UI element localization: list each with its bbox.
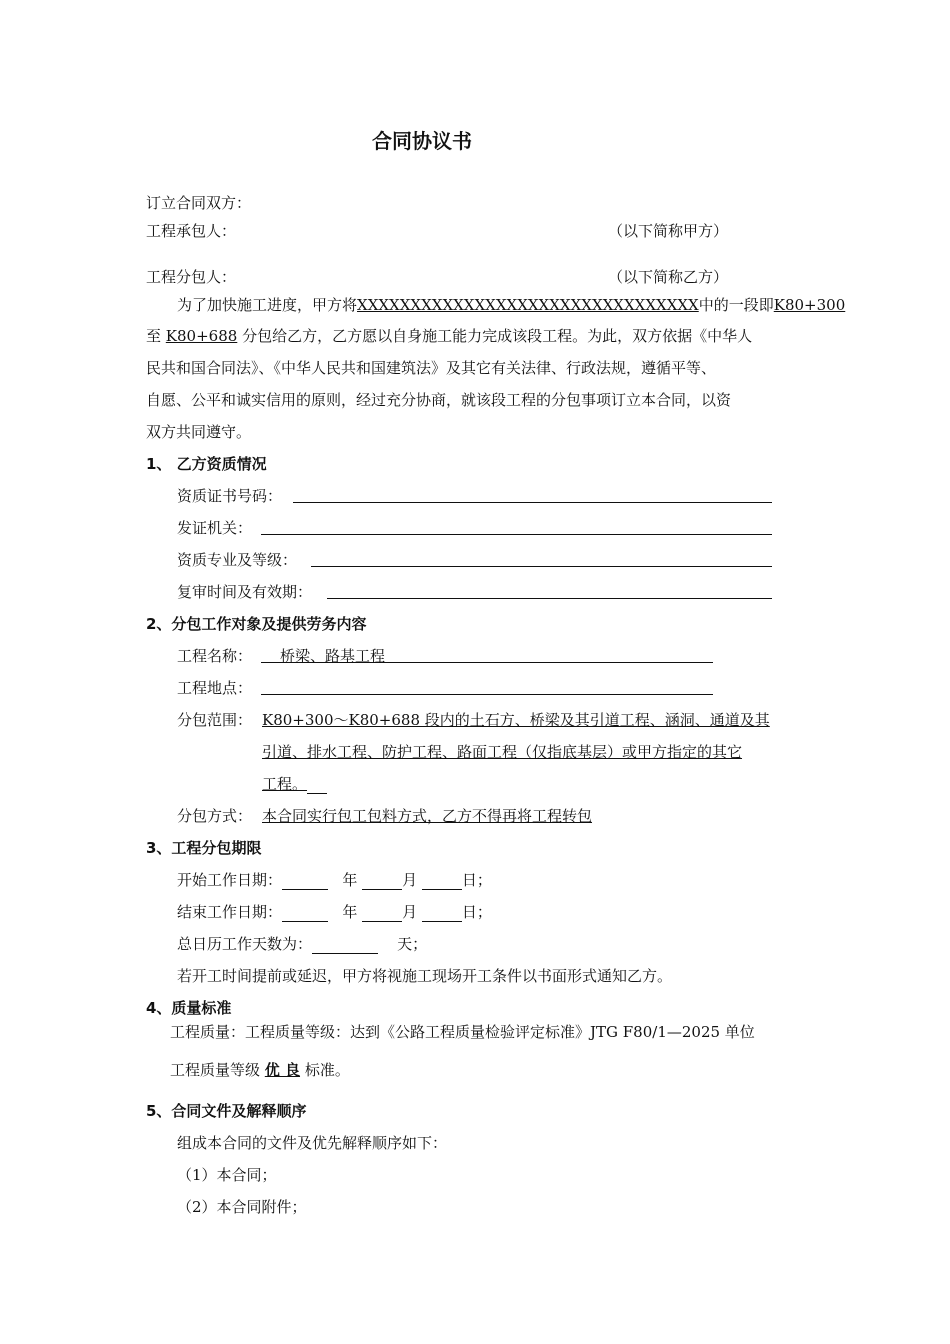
intro-text: 至 xyxy=(146,327,162,345)
section-5-heading: 5、合同文件及解释顺序 xyxy=(146,1102,307,1120)
project-name: XXXXXXXXXXXXXXXXXXXXXXXXXXXXXXXX xyxy=(357,296,699,314)
location-field[interactable] xyxy=(261,694,713,695)
scope-line-3-wrap xyxy=(262,774,327,794)
end-date-row xyxy=(177,902,492,922)
intro-text: 中的一段即 xyxy=(698,296,774,314)
quality-text: 标准。 xyxy=(304,1061,350,1079)
scope-label: 分包范围： xyxy=(177,711,253,729)
start-year-field[interactable] xyxy=(282,873,328,890)
docs-item-1: （1）本合同； xyxy=(177,1166,277,1184)
project-name-value: 桥梁、路基工程 xyxy=(280,647,386,665)
start-date-label: 开始工作日期： xyxy=(177,871,283,889)
cert-no-field[interactable] xyxy=(293,502,772,503)
docs-item-2: （2）本合同附件； xyxy=(177,1198,307,1216)
end-chainage: K80+688 xyxy=(165,327,238,345)
day-label: 日； xyxy=(461,871,492,889)
specialty-label: 资质专业及等级： xyxy=(177,551,298,569)
start-chainage: K80+300 xyxy=(773,296,846,314)
quality-grade: 优 良 xyxy=(264,1061,301,1079)
contractor-label: 工程承包人： xyxy=(146,222,237,240)
specialty-field[interactable] xyxy=(311,566,772,567)
scope-line-3: 工程。 xyxy=(262,775,308,793)
intro-text: 分包给乙方，乙方愿以自身施工能力完成该段工程。为此，双方依据《中华人 xyxy=(242,327,753,345)
month-label: 月 xyxy=(402,871,418,889)
review-field[interactable] xyxy=(327,598,772,599)
page-title: 合同协议书 xyxy=(372,129,472,153)
section-1-heading: 1、 乙方资质情况 xyxy=(146,455,267,473)
total-days-row xyxy=(177,934,427,954)
intro-line-4: 自愿、公平和诚实信用的原则，经过充分协商，就该段工程的分包事项订立本合同，以资 xyxy=(146,391,732,409)
end-day-field[interactable] xyxy=(422,905,462,922)
subcontractor-note: （以下简称乙方） xyxy=(608,268,729,286)
total-days-label: 总日历工作天数为： xyxy=(177,935,313,953)
contractor-note: （以下简称甲方） xyxy=(608,222,729,240)
intro-line-3: 民共和国合同法》、《中华人民共和国建筑法》及其它有关法律、行政法规，遵循平等、 xyxy=(146,359,717,377)
schedule-note: 若开工时间提前或延迟，甲方将视施工现场开工条件以书面形式通知乙方。 xyxy=(177,967,673,985)
month-label: 月 xyxy=(402,903,418,921)
issuer-field[interactable] xyxy=(261,534,772,535)
quality-line-2 xyxy=(170,1060,350,1080)
section-4-heading: 4、质量标准 xyxy=(146,999,232,1017)
day-label: 日； xyxy=(461,903,492,921)
docs-intro: 组成本合同的文件及优先解释顺序如下： xyxy=(177,1134,448,1152)
end-date-label: 结束工作日期： xyxy=(177,903,283,921)
scope-line-1: K80+300～K80+688 段内的土石方、桥梁及其引道工程、涵洞、通道及其 xyxy=(262,711,770,729)
subcontractor-label: 工程分包人： xyxy=(146,268,237,286)
project-name-label: 工程名称： xyxy=(177,647,253,665)
quality-line-1: 工程质量：工程质量等级：达到《公路工程质量检验评定标准》JTG F80/1—2025 单位 xyxy=(170,1023,755,1041)
method-label: 分包方式： xyxy=(177,807,253,825)
section-2-heading: 2、分包工作对象及提供劳务内容 xyxy=(146,615,367,633)
intro-line-2 xyxy=(146,326,752,346)
method-value: 本合同实行包工包料方式，乙方不得再将工程转包 xyxy=(262,807,593,825)
section-3-heading: 3、工程分包期限 xyxy=(146,839,262,857)
location-label: 工程地点： xyxy=(177,679,253,697)
year-label: 年 xyxy=(342,903,358,921)
issuer-label: 发证机关： xyxy=(177,519,253,537)
start-month-field[interactable] xyxy=(362,873,402,890)
total-days-field[interactable] xyxy=(312,937,378,954)
intro-line-5: 双方共同遵守。 xyxy=(146,423,252,441)
year-label: 年 xyxy=(342,871,358,889)
start-day-field[interactable] xyxy=(422,873,462,890)
intro-line-1 xyxy=(177,295,845,315)
intro-text: 为了加快施工进度，甲方将 xyxy=(177,296,358,314)
total-days-unit: 天； xyxy=(397,935,428,953)
parties-heading: 订立合同双方： xyxy=(146,194,252,212)
end-month-field[interactable] xyxy=(362,905,402,922)
start-date-row xyxy=(177,870,492,890)
end-year-field[interactable] xyxy=(282,905,328,922)
scope-line-2: 引道、排水工程、防护工程、路面工程（仅指底基层）或甲方指定的其它 xyxy=(262,743,743,761)
scope-tail-blank xyxy=(307,777,327,794)
review-label: 复审时间及有效期： xyxy=(177,583,313,601)
quality-text: 工程质量等级 xyxy=(170,1061,261,1079)
cert-no-label: 资质证书号码： xyxy=(177,487,283,505)
